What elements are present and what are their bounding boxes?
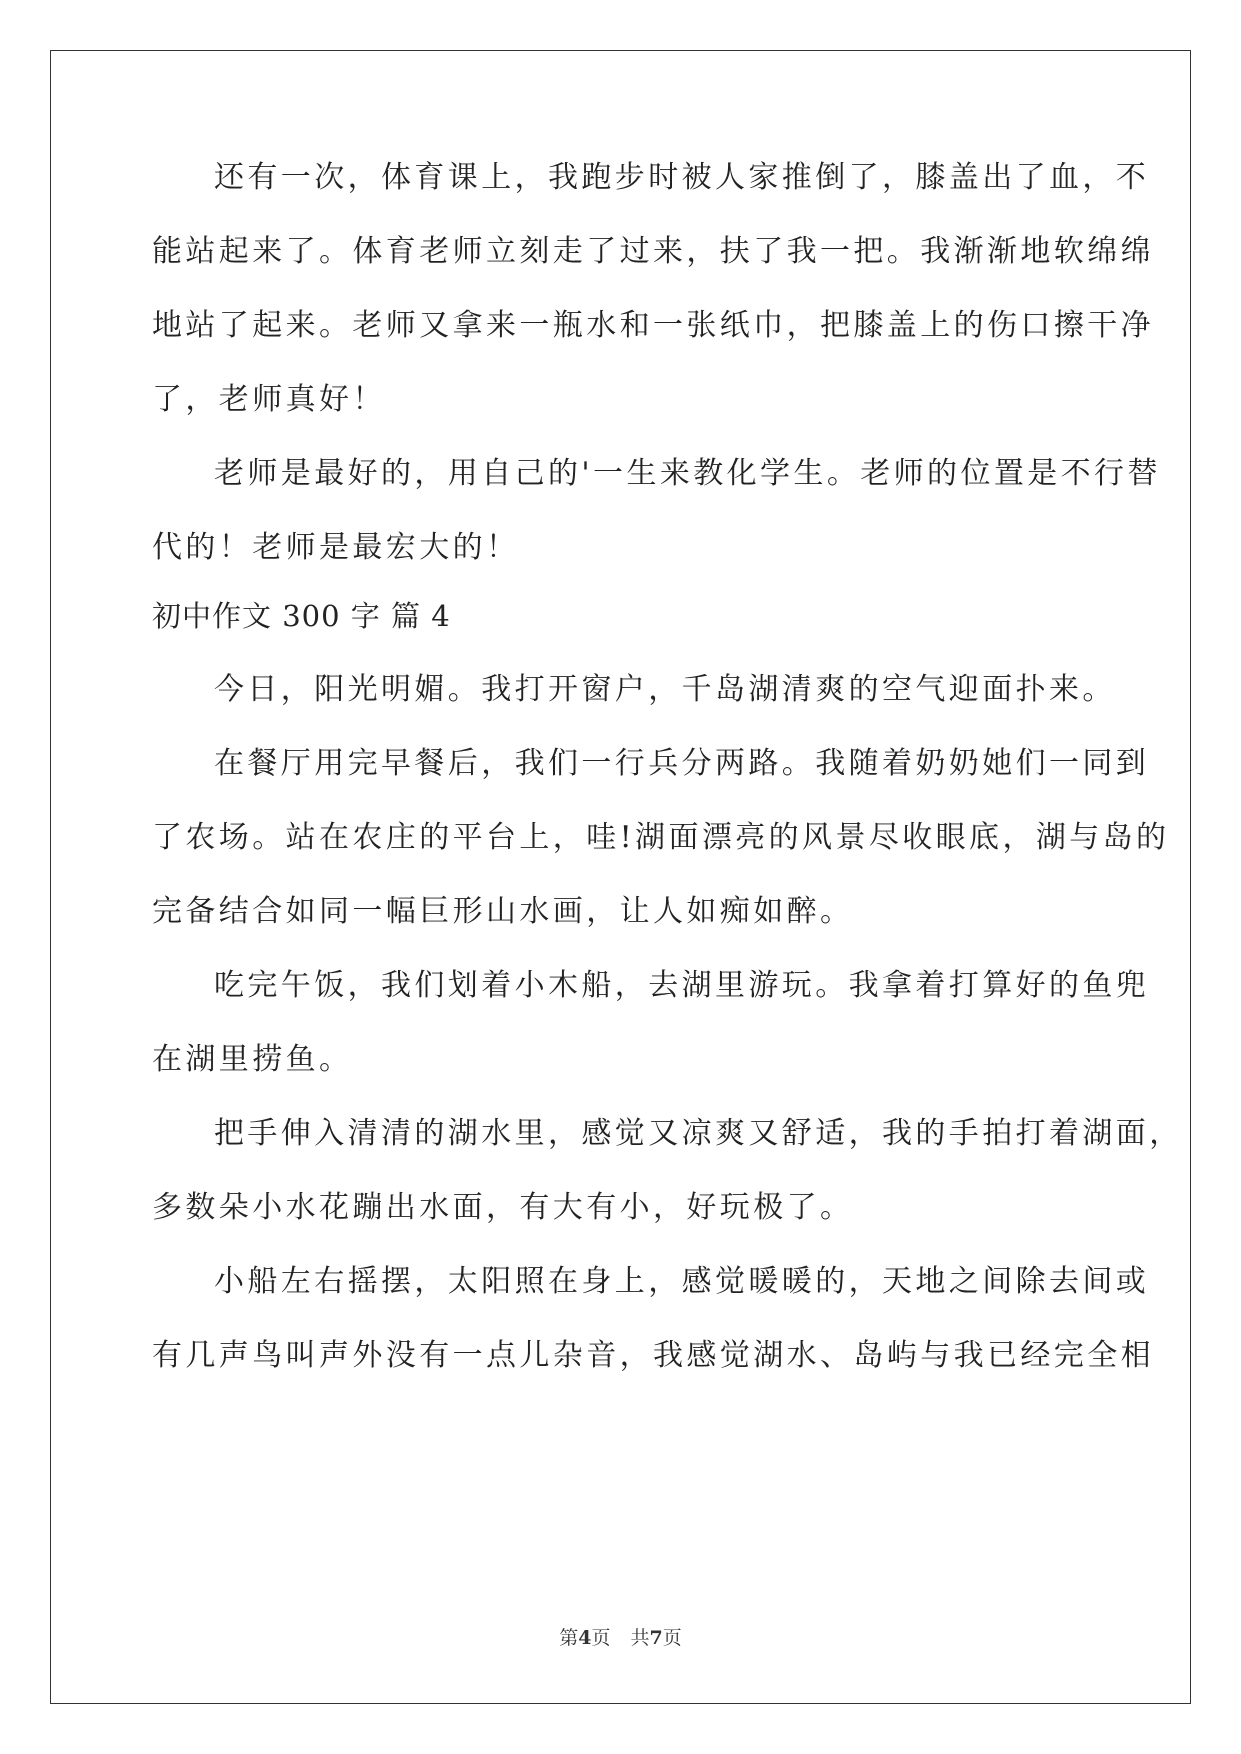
footer-page-suffix: 页 bbox=[591, 1627, 611, 1649]
paragraph-7-line-1: 小船左右摇摆，太阳照在身上，感觉暖暖的，天地之间除去间或 bbox=[214, 1264, 1150, 1299]
paragraph-4-line-2: 了农场。站在农庄的平台上，哇!湖面漂亮的风景尽收眼底，湖与岛的 bbox=[152, 820, 1170, 855]
paragraph-1-line-2: 能站起来了。体育老师立刻走了过来，扶了我一把。我渐渐地软绵绵 bbox=[152, 234, 1154, 269]
paragraph-5-line-2: 在湖里捞鱼。 bbox=[152, 1042, 353, 1077]
paragraph-5-line-1: 吃完午饭，我们划着小木船，去湖里游玩。我拿着打算好的鱼兜 bbox=[214, 968, 1150, 1003]
footer-page-prefix: 第 bbox=[559, 1627, 579, 1649]
paragraph-1-line-3: 地站了起来。老师又拿来一瓶水和一张纸巾，把膝盖上的伤口擦干净 bbox=[152, 308, 1154, 343]
section-heading: 初中作文 300 字 篇 4 bbox=[152, 599, 451, 633]
paragraph-2-line-1: 老师是最好的，用自己的'一生来教化学生。老师的位置是不行替 bbox=[214, 456, 1161, 491]
paragraph-4-line-1: 在餐厅用完早餐后，我们一行兵分两路。我随着奶奶她们一同到 bbox=[214, 746, 1150, 781]
paragraph-3-line-1: 今日，阳光明媚。我打开窗户，千岛湖清爽的空气迎面扑来。 bbox=[214, 672, 1116, 707]
paragraph-7-line-2: 有几声鸟叫声外没有一点儿杂音，我感觉湖水、岛屿与我已经完全相 bbox=[152, 1338, 1154, 1373]
paragraph-2-line-2: 代的！老师是最宏大的！ bbox=[152, 530, 520, 565]
paragraph-4-line-3: 完备结合如同一幅巨形山水画，让人如痴如醉。 bbox=[152, 894, 854, 929]
footer-total-suffix: 页 bbox=[662, 1627, 682, 1649]
paragraph-1-line-4: 了，老师真好！ bbox=[152, 382, 386, 417]
footer-page-number: 4 bbox=[578, 1627, 592, 1649]
footer-total-pages: 7 bbox=[649, 1627, 663, 1649]
page-border bbox=[50, 50, 1191, 1704]
footer-total-prefix: 共 bbox=[630, 1627, 650, 1649]
paragraph-1-line-1: 还有一次，体育课上，我跑步时被人家推倒了，膝盖出了血，不 bbox=[214, 160, 1150, 195]
paragraph-6-line-1: 把手伸入清清的湖水里，感觉又凉爽又舒适，我的手拍打着湖面， bbox=[214, 1116, 1183, 1151]
paragraph-6-line-2: 多数朵小水花蹦出水面，有大有小，好玩极了。 bbox=[152, 1190, 854, 1225]
page-footer bbox=[0, 1626, 1241, 1650]
